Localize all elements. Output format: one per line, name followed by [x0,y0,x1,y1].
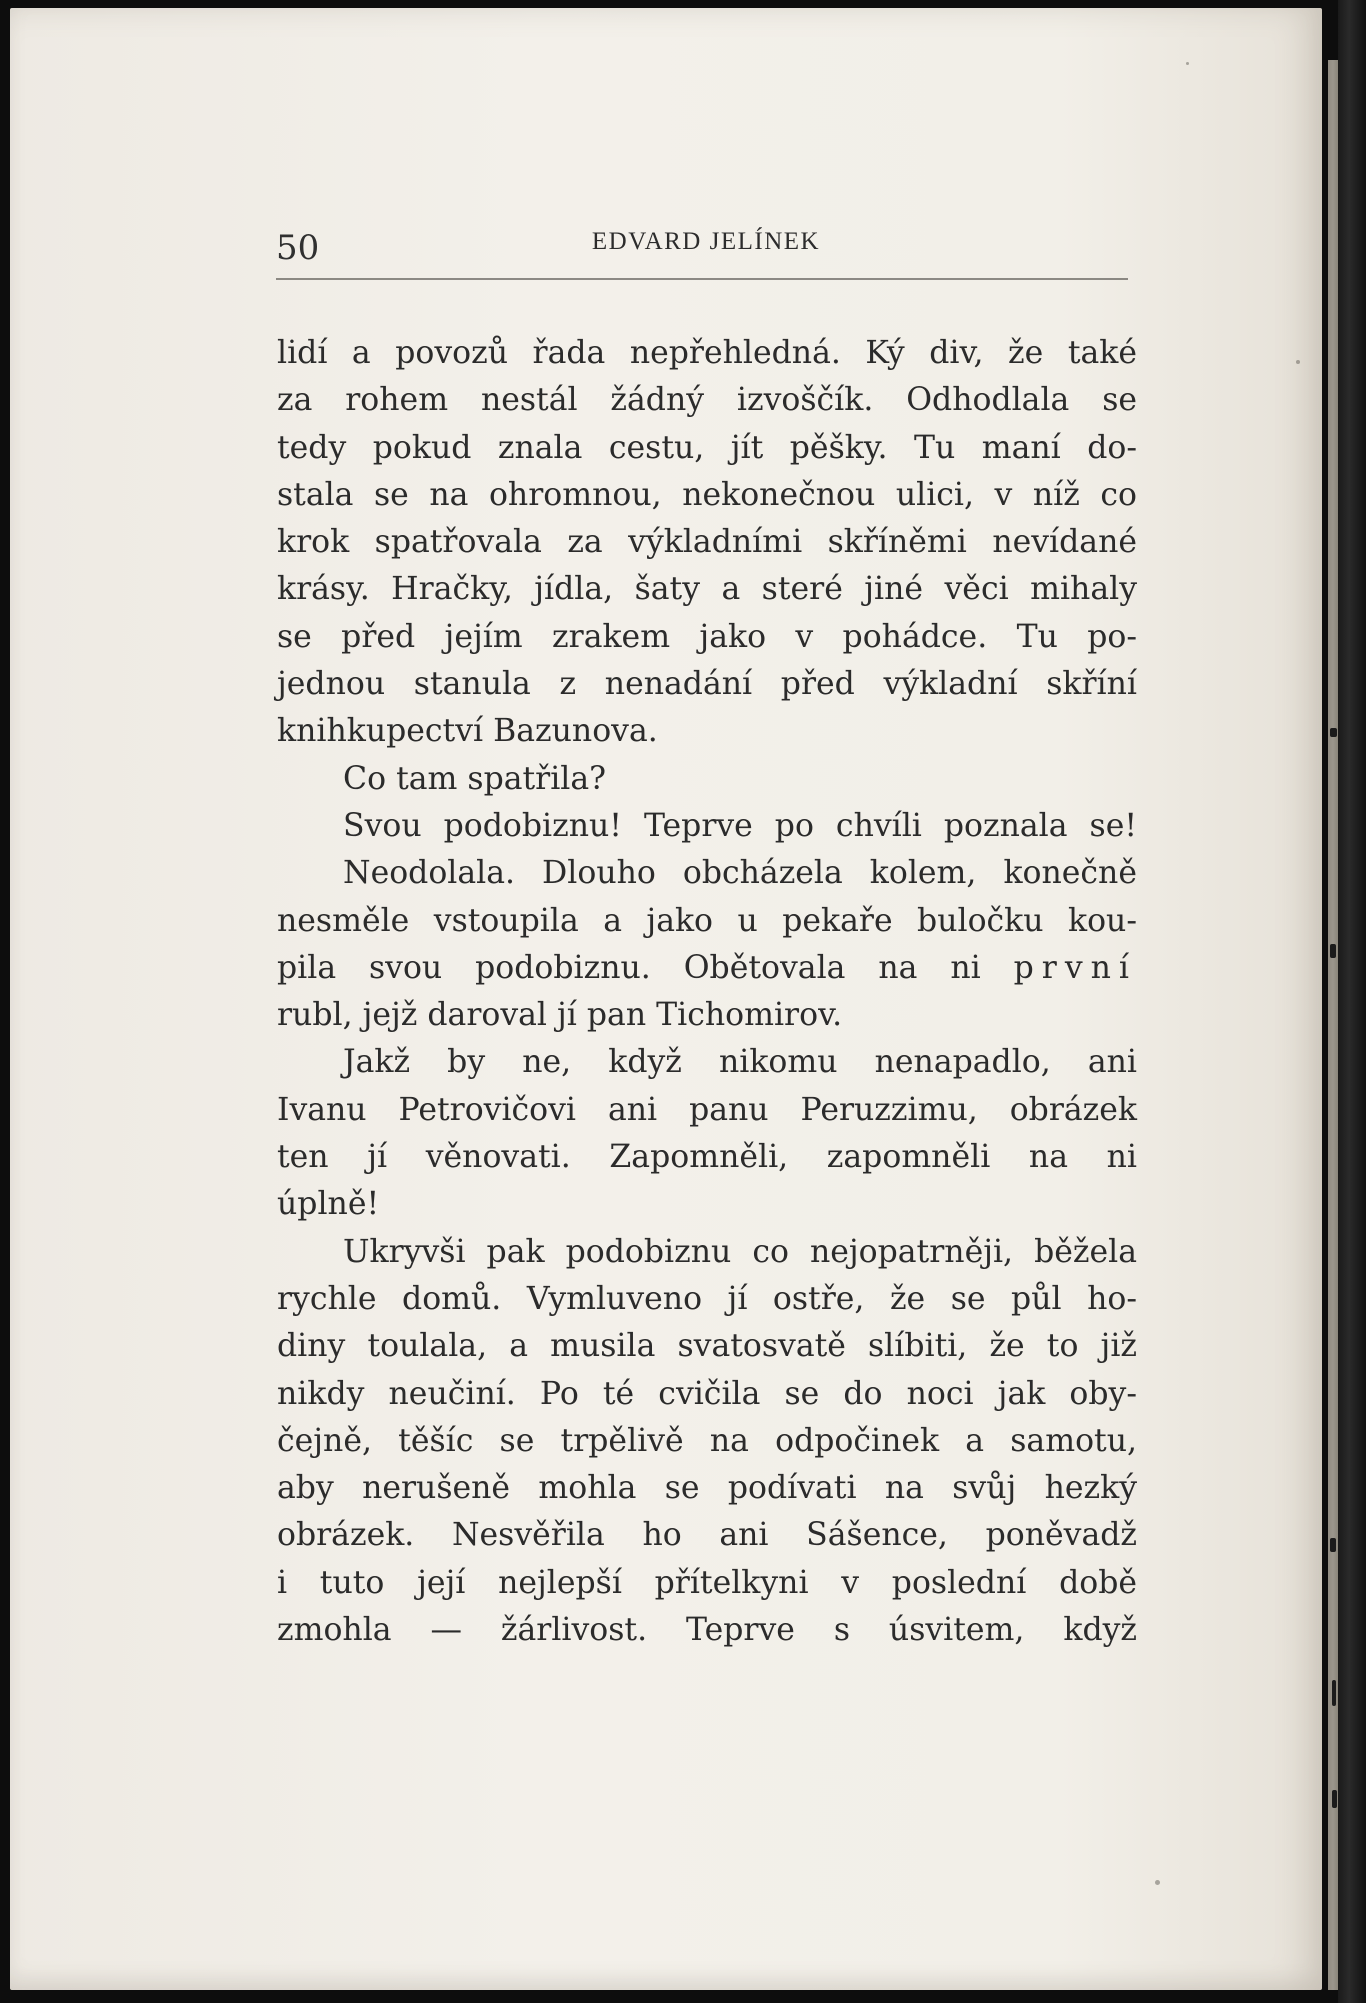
text-line: Co tam spatřila? [343,760,607,797]
text-line: Svou podobiznu! Teprve po chvíli poznala se! [343,807,1137,844]
text-line: ten jí věnovati. Zapomněli, zapomněli na ni [277,1139,1137,1176]
text-line: jednou stanula z nenadání před výkladní skříní [277,666,1137,703]
text-line: obrázek. Nesvěřila ho ani Sášence, poněvadž [277,1517,1137,1554]
edge-mark [1330,728,1337,737]
text-line: lidí a povozů řada nepřehledná. Ký div, že také [277,335,1137,371]
text-line: krásy. Hračky, jídla, šaty a steré jiné věci mihaly [277,571,1137,608]
text-line: krok spatřovala za výkladními skříněmi nevídané [277,524,1137,561]
paper-speck [1155,1880,1160,1885]
text-line: aby nerušeně mohla se podívati na svůj hezký [277,1470,1137,1507]
text-line: Neodolala. Dlouho obcházela kolem, konečně [343,855,1137,892]
text-line: Ukryvši pak podobiznu co nejopatrněji, běžela [343,1233,1137,1270]
text-line: tedy pokud znala cestu, jít pěšky. Tu maní do- [277,429,1137,466]
page-header [276,224,1136,270]
emphasized-word: první [1013,949,1137,986]
edge-mark [1332,1790,1337,1808]
text-line: stala se na ohromnou, nekonečnou ulici, v níž co [277,476,1137,513]
text-line: se před jejím zrakem jako v pohádce. Tu po- [277,618,1137,655]
text-line: nikdy neučiní. Po té cvičila se do noci jak oby- [277,1375,1137,1412]
text-line: nesměle vstoupila a jako u pekaře buločku kou- [277,902,1137,939]
text-segment: pila svou podobiznu. Obětovala na ni [277,949,981,986]
text-line: zmohla — žárlivost. Teprve s úsvitem, když [277,1612,1137,1649]
text-line-with-emphasis [277,945,1137,992]
text-line: Jakž by ne, když nikomu nenapadlo, ani [343,1044,1137,1081]
paper-speck [1186,62,1189,65]
text-line: čejně, těšíc se trpělivě na odpočinek a samotu, [277,1422,1137,1459]
edge-mark [1332,1680,1336,1706]
body-text [277,330,1137,1654]
binding-edge [1338,0,1366,2003]
paper-speck [1296,360,1300,364]
running-head: EDVARD JELÍNEK [591,228,821,255]
text-line: knihkupectví Bazunova. [277,713,658,750]
text-line: rychle domů. Vymluveno jí ostře, že se půl ho- [277,1280,1137,1317]
page-number: 50 [276,228,320,268]
text-line: úplně! [277,1186,380,1223]
text-line: i tuto její nejlepší přítelkyni v poslední době [277,1564,1137,1601]
text-line: za rohem nestál žádný izvoščík. Odhodlala se [277,382,1137,419]
edge-mark [1330,1538,1336,1552]
text-line: diny toulala, a musila svatosvatě slíbiti, že to již [277,1328,1137,1365]
edge-mark [1330,944,1336,958]
header-rule [276,278,1128,280]
text-line: Ivanu Petrovičovi ani panu Peruzzimu, obrázek [277,1091,1137,1128]
text-line: rubl, jejž daroval jí pan Tichomirov. [277,997,843,1034]
